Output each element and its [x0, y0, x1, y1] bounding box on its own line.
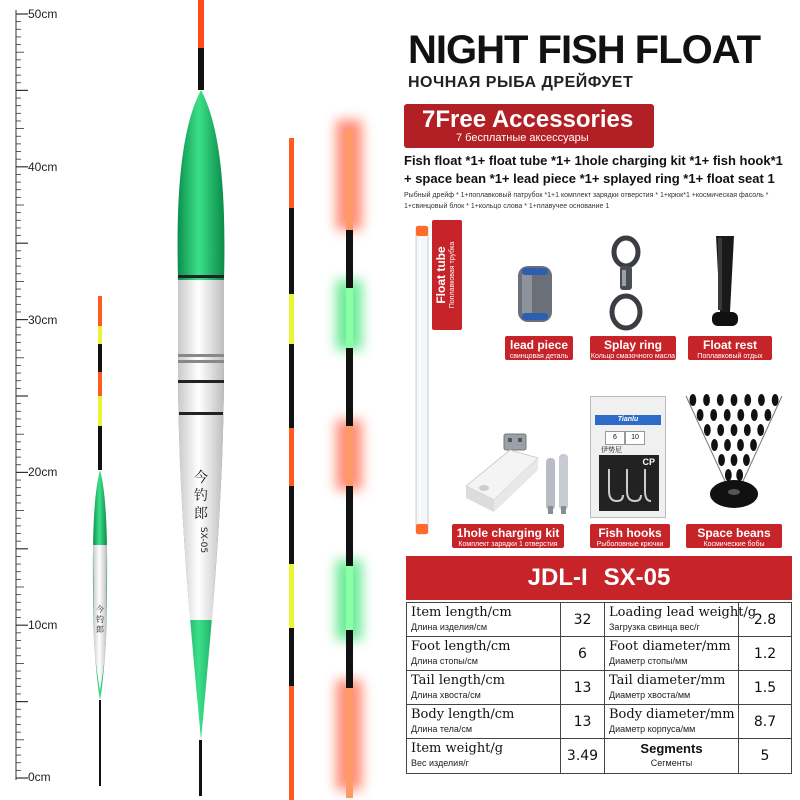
lead-piece-icon	[512, 262, 558, 326]
float-tail-stick	[289, 138, 294, 800]
spec-label-cell	[407, 705, 561, 739]
measuring-ruler	[0, 0, 80, 800]
space-bean	[751, 409, 758, 421]
space-bean	[717, 394, 724, 406]
space-bean	[764, 409, 771, 421]
ruler-label-50: 50cm	[28, 7, 58, 21]
spec-label-cell	[407, 739, 561, 773]
space-bean	[744, 394, 751, 406]
hook-pack-tag: CP	[642, 457, 655, 467]
spec-label-en: Loading lead weight/g	[609, 605, 757, 620]
space-bean	[757, 424, 764, 436]
spec-label-ru: Сегменты	[650, 758, 693, 768]
spec-value: 3.49	[566, 748, 599, 764]
spec-label-ru: Диаметр хвоста/мм	[609, 690, 691, 700]
space-bean	[717, 424, 724, 436]
spec-value-cell	[561, 603, 605, 637]
spec-value-cell	[561, 705, 605, 739]
spec-model: SX-05	[603, 564, 671, 591]
ruler-label-20: 20cm	[28, 465, 58, 479]
space-bean	[697, 409, 704, 421]
splay-ring-label-ru: Кольцо смазочного масла	[590, 353, 676, 360]
space-beans-label-ru: Космические бобы	[703, 541, 765, 548]
spec-value-cell	[739, 603, 791, 637]
spec-model-prefix: JDL-I	[527, 564, 588, 591]
space-bean	[731, 394, 738, 406]
spec-row	[407, 603, 791, 637]
spec-value: 8.7	[753, 714, 777, 730]
space-bean	[758, 394, 765, 406]
space-bean	[724, 409, 731, 421]
space-bean	[731, 454, 738, 466]
spec-label-en: Body length/cm	[411, 707, 515, 722]
spec-label-ru: Диаметр стопы/мм	[609, 656, 688, 666]
float-tube-label-ru: Поплавковая трубка	[449, 241, 456, 309]
space-bean	[772, 394, 779, 406]
spec-table-header	[406, 556, 792, 600]
spec-table	[406, 556, 792, 774]
spec-value-cell	[739, 637, 791, 671]
spec-label-cell	[605, 671, 739, 705]
spec-label-cell	[407, 671, 561, 705]
ruler-label-10: 10cm	[28, 618, 58, 632]
ruler-ticks	[0, 0, 80, 800]
float-tube-label	[432, 220, 462, 330]
accessories-banner-subtitle: 7 бесплатные аксессуары	[456, 132, 589, 144]
svg-text:郎: 郎	[96, 625, 104, 634]
space-bean	[743, 454, 750, 466]
charging-kit-label	[452, 524, 564, 548]
hook-pack-window	[599, 455, 659, 511]
spec-value: 1.5	[753, 680, 777, 696]
space-bean	[725, 469, 732, 481]
spec-label-en: Tail length/cm	[411, 673, 505, 688]
spec-label-en: Foot diameter/mm	[609, 639, 731, 654]
large-float	[178, 0, 225, 796]
ruler-label-40: 40cm	[28, 160, 58, 174]
splay-ring-label	[590, 336, 676, 360]
charging-kit-label-en: 1hole charging kit	[456, 526, 560, 540]
float-rest-label	[688, 336, 772, 360]
spec-table-body	[406, 602, 792, 774]
spec-value: 1.2	[753, 646, 777, 662]
lead-piece-label	[505, 336, 573, 360]
product-subtitle: НОЧНАЯ РЫБА ДРЕЙФУЕТ	[408, 74, 634, 91]
charging-kit-label-ru: Комплект зарядки 1 отверстия	[458, 541, 558, 548]
space-bean	[744, 424, 751, 436]
spec-label-en: Segments	[640, 741, 703, 756]
product-title: NIGHT FISH FLOAT	[408, 28, 761, 72]
spec-label-en: Body diameter/mm	[609, 707, 735, 722]
spec-label-ru: Вес изделия/г	[411, 758, 469, 768]
accessories-banner-title: 7Free Accessories	[422, 106, 634, 133]
spec-label-en: Item length/cm	[411, 605, 512, 620]
spec-value: 5	[760, 748, 770, 764]
spec-label-en: Item weight/g	[411, 741, 504, 756]
hook-pack-size-1: 6	[605, 431, 625, 445]
float-model-label: SX-05	[198, 526, 208, 554]
fish-hooks-label	[590, 524, 670, 548]
hook-pack-brand: Tianlu	[595, 415, 661, 425]
space-beans-label	[686, 524, 782, 548]
spec-value: 13	[573, 680, 592, 696]
float-product-photo	[80, 0, 400, 800]
space-beans-label-en: Space beans	[697, 526, 771, 540]
spec-value-cell	[561, 739, 605, 773]
spec-label-en: Foot length/cm	[411, 639, 511, 654]
space-bean	[750, 439, 757, 451]
hook-pack-name: 伊势尼	[601, 447, 622, 454]
svg-text:今: 今	[96, 605, 104, 614]
space-bean	[689, 394, 696, 406]
lead-piece-label-en: lead piece	[509, 338, 569, 352]
float-brand-char-2: 钓	[194, 488, 208, 504]
spec-label-cell	[407, 637, 561, 671]
lead-piece-label-ru: свинцовая деталь	[509, 353, 569, 360]
svg-text:钓: 钓	[96, 615, 104, 624]
spec-label-cell	[407, 603, 561, 637]
glowing-tail-stick	[336, 120, 362, 798]
spec-label-ru: Загрузка свинца вес/г	[609, 622, 700, 632]
float-brand-char-3: 郎	[194, 506, 208, 522]
space-bean	[737, 409, 744, 421]
spec-row	[407, 705, 791, 739]
float-rest-icon	[704, 232, 748, 336]
spec-value-cell	[739, 705, 791, 739]
accessories-list-en: Fish float *1+ float tube *1+ 1hole charging kit *1+ fish hook*1 + space bean *1+ lead piece *1+ splayed ring *1+ float seat 1	[404, 153, 783, 186]
spec-value: 2.8	[753, 612, 777, 628]
accessories-list-ru: Рыбный дрейф * 1+поплавковый патрубок *1+1 комплект зарядки отверстия * 1+крюк*1 +космическая фасоль * 1+свинцовый блок * 1+кольцо слова * 1+плавучее основание 1	[404, 192, 769, 210]
spec-label-en: Tail diameter/mm	[609, 673, 726, 688]
fish-hooks-label-en: Fish hooks	[598, 526, 662, 540]
space-bean	[710, 409, 717, 421]
ruler-label-0: 0cm	[28, 770, 51, 784]
fish-hooks-label-ru: Рыболовные крючки	[596, 541, 664, 548]
space-bean	[718, 454, 725, 466]
space-bean	[711, 439, 718, 451]
space-bean	[703, 394, 710, 406]
spec-label-cell	[605, 705, 739, 739]
spec-value-cell	[561, 671, 605, 705]
ruler-label-30: 30cm	[28, 313, 58, 327]
spec-label-ru: Длина изделия/см	[411, 622, 488, 632]
spec-value-cell	[739, 671, 791, 705]
space-bean	[724, 439, 731, 451]
spec-value: 32	[573, 612, 592, 628]
spec-label-cell	[605, 603, 757, 637]
float-rest-label-ru: Поплавковый отдых	[697, 353, 763, 360]
hook-pack-size-2: 10	[625, 431, 645, 445]
charging-kit-icon	[464, 428, 580, 518]
float-tube-label-en: Float tube	[434, 246, 448, 304]
spec-label-cell	[605, 637, 739, 671]
space-bean	[737, 439, 744, 451]
spec-value-cell	[739, 739, 791, 773]
spec-value: 13	[573, 714, 592, 730]
spec-label-cell	[605, 739, 739, 773]
spec-label-ru: Диаметр корпуса/мм	[609, 724, 696, 734]
spec-label-ru: Длина хвоста/см	[411, 690, 481, 700]
spec-label-ru: Длина тела/см	[411, 724, 473, 734]
spec-label-ru: Длина стопы/см	[411, 656, 478, 666]
space-beans-icon	[684, 388, 784, 518]
space-bean	[731, 424, 738, 436]
fish-hooks-pack	[590, 396, 666, 518]
spec-row	[407, 739, 791, 773]
float-rest-label-en: Float rest	[702, 338, 757, 352]
space-bean	[704, 424, 711, 436]
spec-value: 6	[578, 646, 587, 662]
float-tube-item	[404, 220, 460, 540]
spec-row	[407, 671, 791, 705]
spec-row	[407, 637, 791, 671]
splay-ring-icon	[598, 232, 654, 336]
space-bean	[736, 469, 743, 481]
accessories-banner	[404, 104, 654, 148]
splay-ring-label-en: Splay ring	[603, 338, 662, 352]
small-float	[93, 296, 107, 786]
spec-value-cell	[561, 637, 605, 671]
float-brand-char-1: 今	[194, 470, 208, 486]
